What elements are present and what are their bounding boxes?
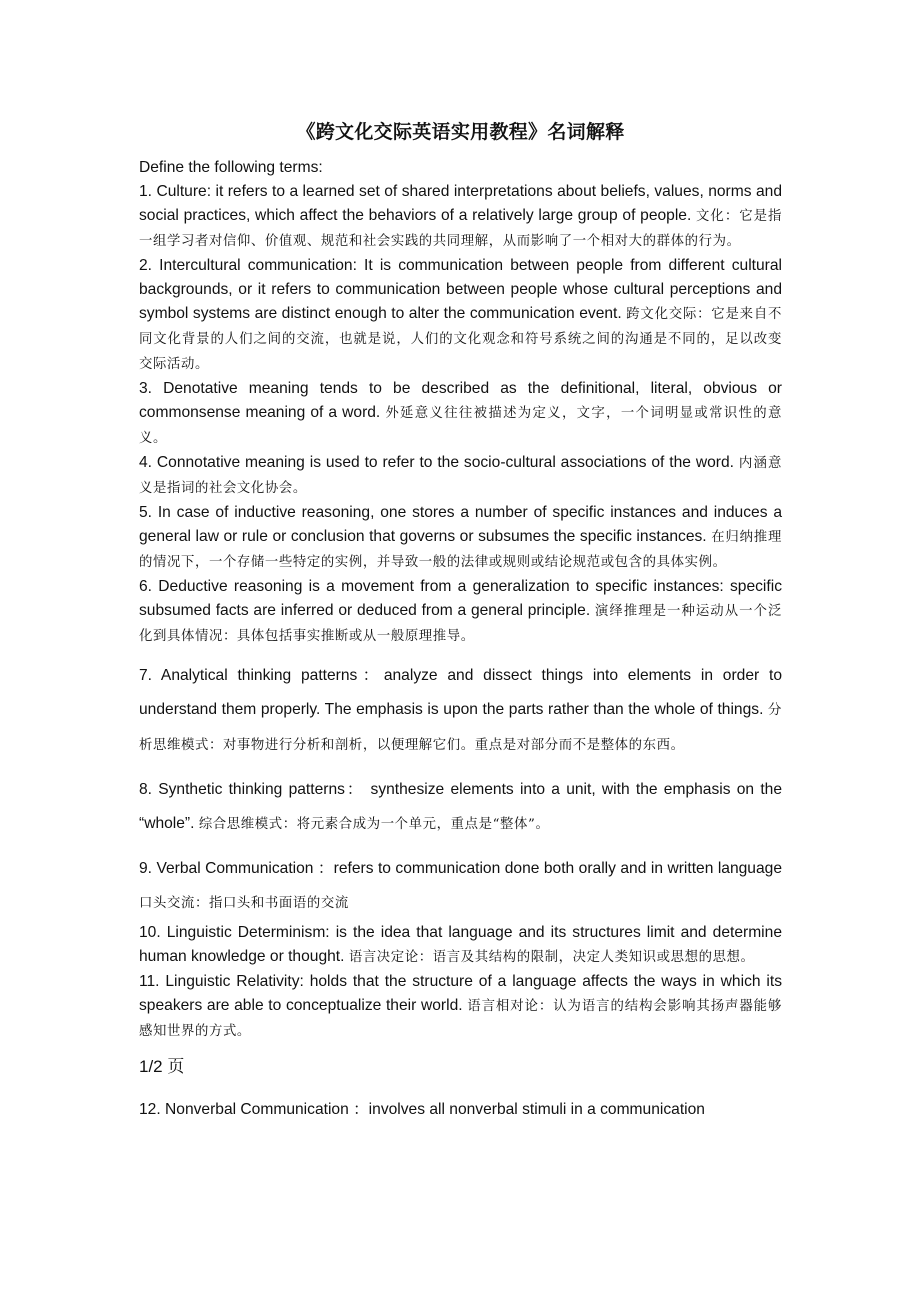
term-connotative-meaning bbox=[139, 451, 782, 501]
page-number-label: 页 bbox=[167, 1057, 185, 1077]
term-denotative-meaning bbox=[139, 377, 782, 451]
term-verbal-communication bbox=[139, 852, 782, 921]
term-synthetic-thinking bbox=[139, 773, 782, 842]
term-culture bbox=[139, 180, 782, 254]
term-linguistic-determinism bbox=[139, 921, 782, 970]
term-intercultural-communication bbox=[139, 254, 782, 377]
term-deductive-reasoning bbox=[139, 575, 782, 649]
term-en: 10. Linguistic Determinism: is the idea that language and its structures limit and determine human knowledge or thought. bbox=[139, 924, 782, 965]
document-title: 《跨文化交际英语实用教程》名词解释 bbox=[296, 122, 625, 143]
term-en: 6. Deductive reasoning is a movement from a generalization to specific instances: specific subsumed facts are inferred or deduced from a general principle. bbox=[139, 578, 782, 619]
term-en: 9. Verbal Communication ：refers to communication done both orally and in written language bbox=[139, 860, 782, 877]
term-en: 1. Culture: it refers to a learned set of shared interpretations about beliefs, values, norms and social practices, which affect the behaviors of a relatively large group of people. bbox=[139, 183, 782, 224]
intro-text: Define the following terms: bbox=[139, 159, 323, 176]
term-zh: 口头交流：指口头和书面语的交流 bbox=[139, 896, 349, 911]
term-zh: 在归纳推理的情况下，一个存储一些特定的实例，并导致一般的法律或规则或结论规范或包含的具体实例。 bbox=[139, 530, 782, 570]
term-inductive-reasoning bbox=[139, 501, 782, 575]
page-number-value: 1/2 bbox=[139, 1057, 163, 1076]
term-zh: 内涵意义是指词的社会文化协会。 bbox=[139, 456, 782, 496]
term-zh: 语言相对论：认为语言的结构会影响其扬声器能够感知世界的方式。 bbox=[139, 999, 782, 1039]
term-zh: 语言决定论：语言及其结构的限制，决定人类知识或思想的思想。 bbox=[348, 950, 755, 965]
term-linguistic-relativity bbox=[139, 970, 782, 1044]
term-zh: 分析思维模式：对事物进行分析和剖析，以便理解它们。重点是对部分而不是整体的东西。 bbox=[139, 703, 782, 753]
term-zh: 综合思维模式：将元素合成为一个单元，重点是“整体”。 bbox=[198, 817, 550, 832]
term-en: 8. Synthetic thinking patterns： synthesize elements into a unit, with the emphasis on the “whole”. bbox=[139, 781, 782, 832]
term-zh: 演绎推理是一种运动从一个泛化到具体情况：具体包括事实推断或从一般原理推导。 bbox=[139, 604, 782, 644]
page-number bbox=[139, 1054, 782, 1080]
term-en: 7. Analytical thinking patterns：analyze and dissect things into elements in order to understand them properly. The emphasis is upon the parts rather than the whole of things. bbox=[139, 667, 782, 718]
term-en: 12. Nonverbal Communication ：involves all nonverbal stimuli in a communication bbox=[139, 1101, 705, 1118]
term-analytical-thinking bbox=[139, 659, 782, 763]
term-nonverbal-communication bbox=[139, 1098, 782, 1122]
term-en: 2. Intercultural communication: It is communication between people from different cultural backgrounds, or it refers to communication between people whose cultural perceptions and symbol systems are distinct enough to alter the communication event. bbox=[139, 257, 782, 322]
term-zh: 外延意义往往被描述为定义，文字，一个词明显或常识性的意义。 bbox=[139, 406, 782, 446]
term-en: 3. Denotative meaning tends to be described as the definitional, literal, obvious or commonsense meaning of a word. bbox=[139, 380, 782, 421]
term-en: 5. In case of inductive reasoning, one stores a number of specific instances and induces a general law or rule or conclusion that governs or subsumes the specific instances. bbox=[139, 504, 782, 545]
document-page bbox=[139, 118, 782, 1122]
term-zh: 文化：它是指一组学习者对信仰、价值观、规范和社会实践的共同理解，从而影响了一个相对大的群体的行为。 bbox=[139, 209, 782, 249]
term-en: 11. Linguistic Relativity: holds that the structure of a language affects the ways in which its speakers are able to conceptualize their world. bbox=[139, 973, 782, 1014]
term-zh: 跨文化交际：它是来自不同文化背景的人们之间的交流，也就是说，人们的文化观念和符号系统之间的沟通是不同的，足以改变交际活动。 bbox=[139, 307, 782, 372]
term-en: 4. Connotative meaning is used to refer to the socio-cultural associations of the word. bbox=[139, 454, 734, 471]
